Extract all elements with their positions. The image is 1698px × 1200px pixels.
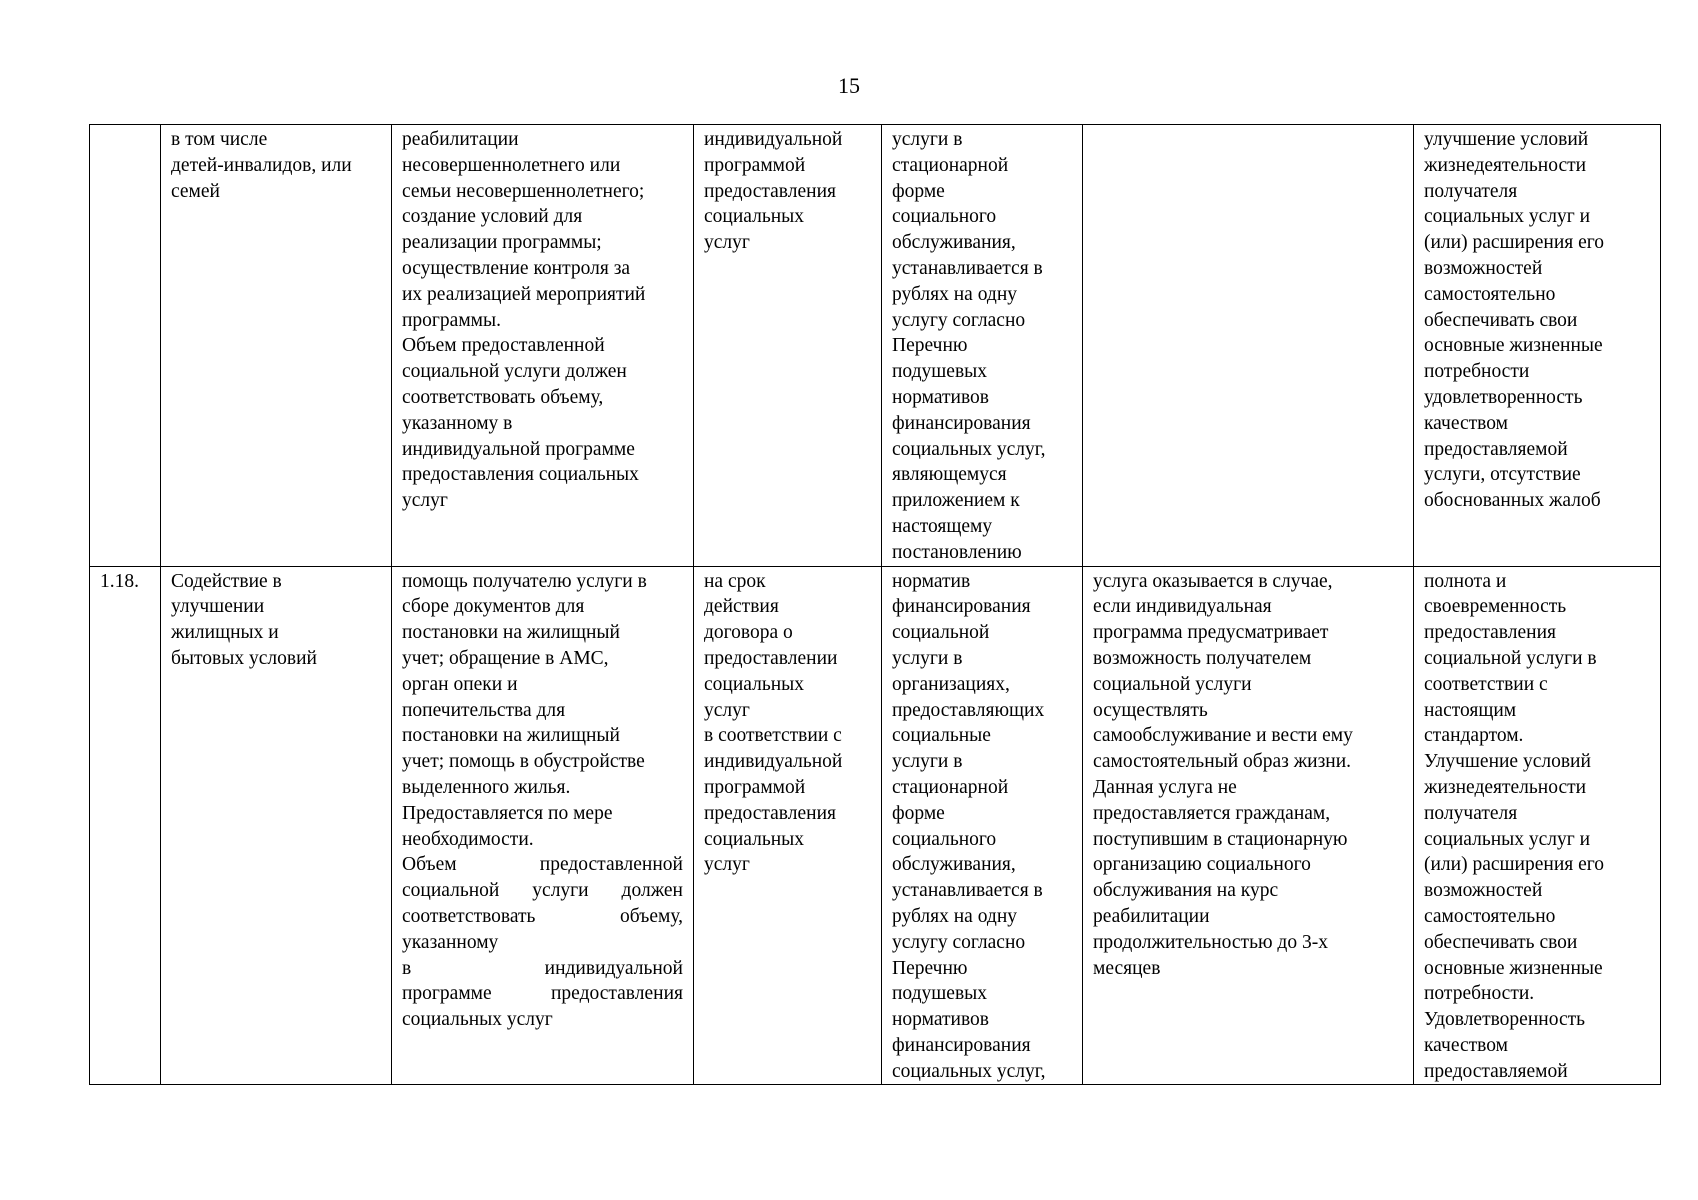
content-line: попечительства для — [402, 699, 566, 721]
service-conditions-cell — [1083, 125, 1414, 567]
row-number: 1.18. — [100, 570, 139, 592]
service-content — [402, 569, 683, 1033]
service-name: в том числе детей-инвалидов, или семей — [171, 129, 352, 202]
service-term-cell — [694, 566, 882, 1085]
content-line: постановки на жилищный — [402, 725, 620, 747]
content-line: в индивидуальной — [402, 957, 683, 979]
service-name-cell — [161, 125, 392, 567]
content-line: Предоставляется по мере — [402, 802, 613, 824]
content-line: постановки на жилищный — [402, 622, 620, 644]
content-line: орган опеки и — [402, 673, 518, 695]
service-term-cell — [694, 125, 882, 567]
service-conditions-cell — [1083, 566, 1414, 1085]
row-number-cell — [90, 566, 161, 1085]
financing-norm: норматив финансирования социальной услуги в организациях, предоставляющих социальные услуги в стационарной форме социального обслуживания, устанавливается в рублях на одну услугу согласно Перечню подушевых нормативов финансирования социальных услуг, — [892, 570, 1046, 1082]
service-content: реабилитации несовершеннолетнего или семьи несовершеннолетнего; создание условий для реализации программы; осуществление контроля за их реализацией мероприятий программы. Объем предоставленной социальной услуги должен соответствовать объему, указанному в индивидуальной программе предоставления социальных услуг — [402, 129, 646, 512]
quality-indicators: улучшение условий жизнедеятельности получателя социальных услуг и (или) расширения его возможностей самостоятельно обеспечивать свои основные жизненные потребности удовлетворенность качеством предоставляемой услуги, отсутствие обоснованных жалоб — [1424, 129, 1605, 512]
financing-norm-cell — [882, 566, 1083, 1085]
quality-indicators-cell — [1414, 125, 1661, 567]
service-conditions: услуга оказывается в случае, если индивидуальная программа предусматривает возможность получателем социальной услуги осуществлять самообслуживание и вести ему самостоятельный образ жизни. Данная услуга не предоставляется гражданам, поступившим в стационарную организацию социального обслуживания на курс реабилитации продолжительностью до 3-х месяцев — [1093, 570, 1353, 979]
content-line: программе предоставления — [402, 983, 683, 1005]
quality-indicators-cell — [1414, 566, 1661, 1085]
row-number-cell — [90, 125, 161, 567]
content-line: учет; обращение в АМС, — [402, 647, 609, 669]
service-standard-table — [89, 124, 1661, 1085]
content-line: необходимости. — [402, 828, 534, 850]
table-row — [90, 125, 1661, 567]
table-row — [90, 566, 1661, 1085]
page-number: 15 — [838, 73, 860, 98]
financing-norm-cell — [882, 125, 1083, 567]
content-line: Объем предоставленной — [402, 854, 683, 876]
content-line: выделенного жилья. — [402, 776, 571, 798]
service-content-cell — [392, 125, 694, 567]
service-name-cell — [161, 566, 392, 1085]
content-line: социальных услуг — [402, 1009, 553, 1031]
content-line: указанному — [402, 931, 499, 953]
content-line: учет; помощь в обустройстве — [402, 751, 645, 773]
service-name: Содействие в улучшении жилищных и бытовых условий — [171, 570, 317, 669]
service-term: индивидуальной программой предоставления социальных услуг — [704, 129, 843, 254]
service-term: на срок действия договора о предоставлении социальных услуг в соответствии с индивидуальной программой предоставления социальных услуг — [704, 570, 843, 876]
content-line: соответствовать объему, — [402, 905, 683, 927]
financing-norm: услуги в стационарной форме социального обслуживания, устанавливается в рублях на одну услугу согласно Перечню подушевых нормативов финансирования социальных услуг, являющемуся приложением к настоящему постановлению — [892, 129, 1046, 563]
content-line: помощь получателю услуги в — [402, 570, 647, 592]
content-line: сборе документов для — [402, 596, 585, 618]
quality-indicators: полнота и своевременность предоставления социальной услуги в соответствии с настоящим стандартом. Улучшение условий жизнедеятельности получателя социальных услуг и (или) расширения его возможностей самостоятельно обеспечивать свои основные жизненные потребности. Удовлетворенность качеством предоставляемой — [1424, 570, 1605, 1082]
service-content-cell — [392, 566, 694, 1085]
content-line: социальной услуги должен — [402, 880, 683, 902]
